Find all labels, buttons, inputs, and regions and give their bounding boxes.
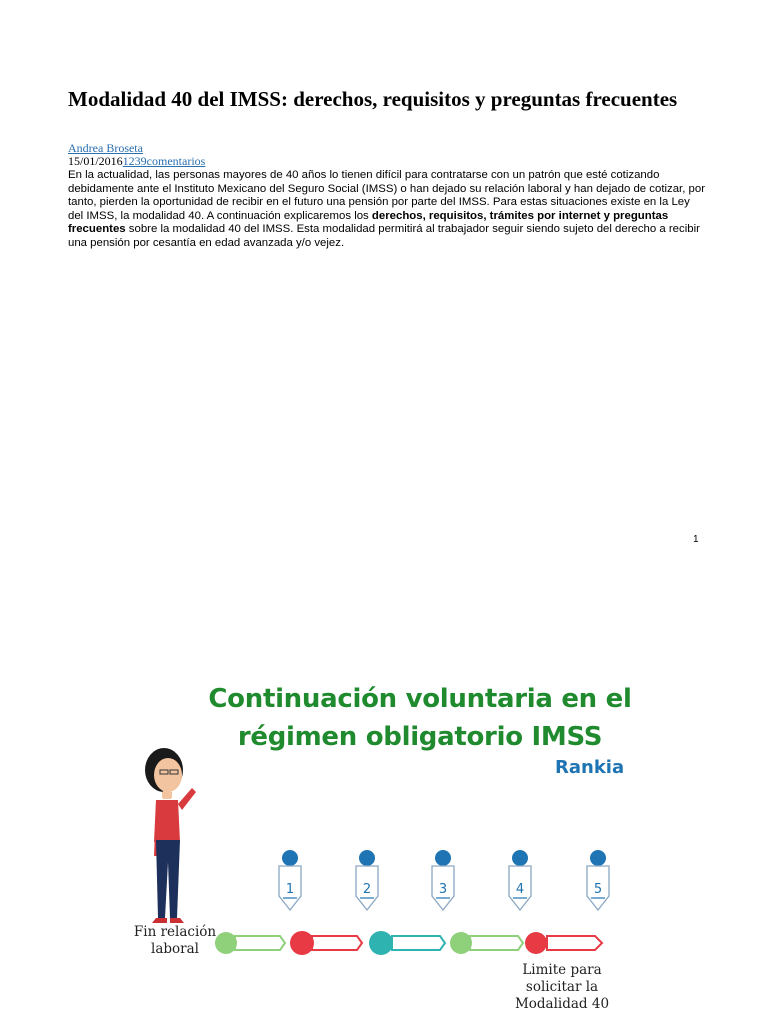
publish-date: 15/01/2016 bbox=[68, 154, 123, 168]
caption-limite: Limite para solicitar la Modalidad 40 bbox=[514, 962, 610, 1012]
rankia-logo: Rankia bbox=[555, 757, 625, 778]
author-link[interactable]: Andrea Broseta bbox=[68, 141, 143, 155]
caption-fin-relacion: Fin relación laboral bbox=[133, 924, 217, 957]
intro-text-2: sobre la modalidad 40 del IMSS. Esta modalidad permitirá al trabajador seguir siendo sujeto del derecho a recibir una pensión por cesantía en edad avanzada y/o vejez. bbox=[68, 223, 700, 249]
infographic bbox=[130, 680, 650, 1020]
article-title: Modalidad 40 del IMSS: derechos, requisitos y preguntas frecuentes bbox=[68, 87, 678, 111]
timeline bbox=[215, 931, 602, 955]
step-marker bbox=[587, 850, 609, 910]
step-number: 5 bbox=[593, 882, 603, 897]
woman-illustration bbox=[145, 748, 196, 923]
step-marker bbox=[356, 850, 378, 910]
infographic-title: Continuación voluntaria en el régimen obligatorio IMSS bbox=[208, 684, 632, 752]
step-number: 4 bbox=[515, 882, 525, 897]
date-comments-line bbox=[68, 155, 205, 168]
article-intro bbox=[68, 169, 708, 251]
intro-text-1: En la actualidad, las personas mayores de 40 años lo tienen difícil para contratarse con un patrón que esté cotizando debidamente ante el Instituto Mexicano del Seguro Social (IMSS) o han dejado su relación laboral y han dejado de cotizar, por tanto, pierden la oportunidad de recibir en el futuro una pensión por parte del IMSS. Para estas situaciones existe en la Ley del IMSS, la modalidad 40. A continuación explicaremos los bbox=[68, 169, 706, 222]
comments-link[interactable]: comentarios bbox=[146, 154, 206, 168]
step-marker bbox=[279, 850, 301, 910]
step-markers bbox=[279, 850, 609, 910]
page-number: 1 bbox=[693, 534, 699, 545]
comment-count-link[interactable]: 1239 bbox=[122, 154, 147, 168]
step-marker bbox=[509, 850, 531, 910]
intro-bold-text: derechos, requisitos, trámites por internet y preguntas frecuentes bbox=[68, 209, 669, 236]
step-number: 1 bbox=[285, 882, 295, 897]
step-marker bbox=[432, 850, 454, 910]
step-number: 3 bbox=[438, 882, 448, 897]
step-number: 2 bbox=[362, 882, 372, 897]
